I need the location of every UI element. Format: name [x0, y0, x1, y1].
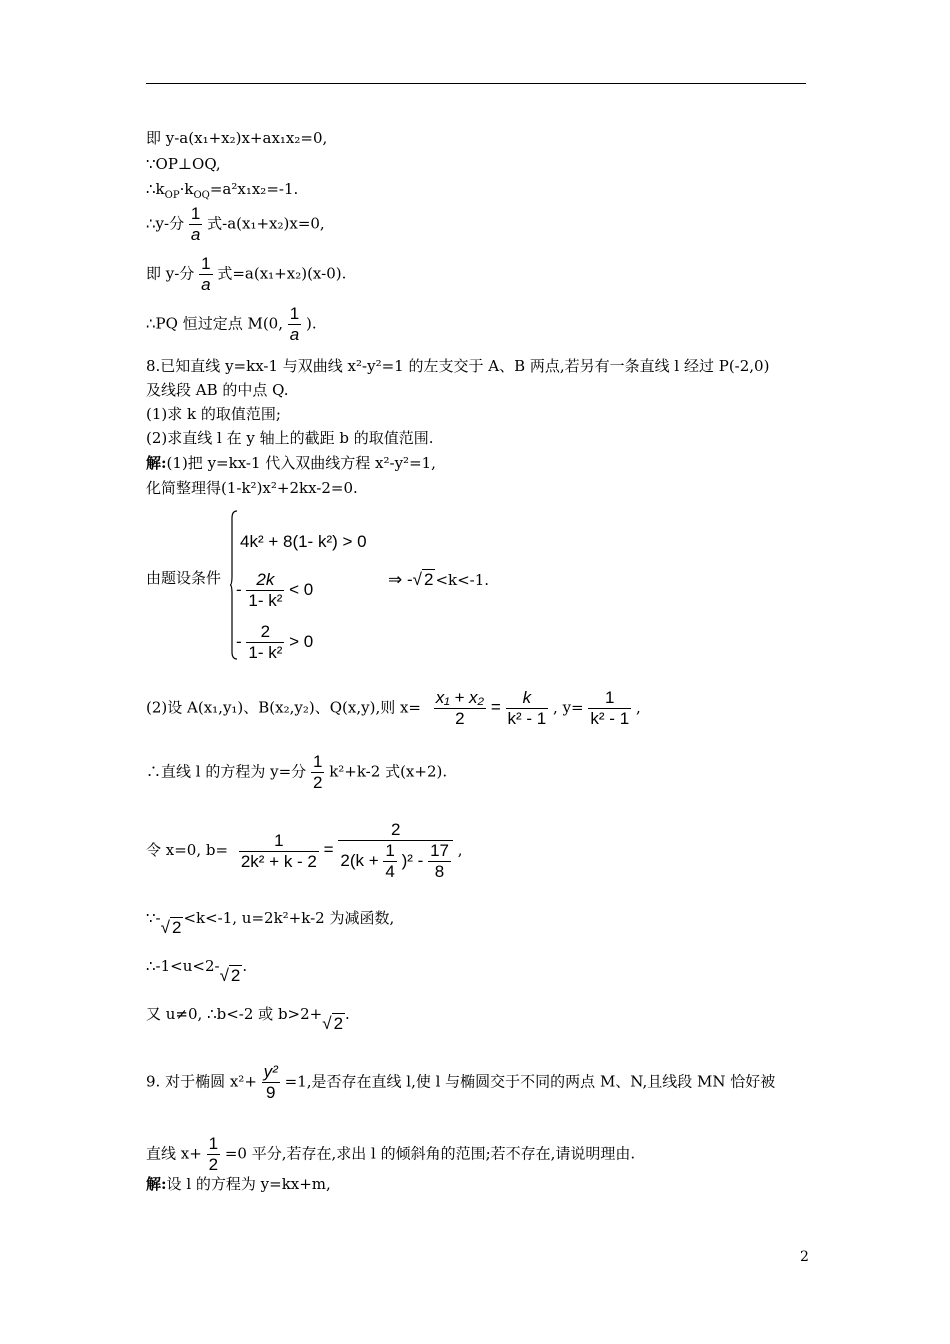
- fraction-1-over-a: $\frac{1}{a}$: [201, 254, 211, 294]
- sqrt-2: √ 2: [412, 570, 434, 589]
- fraction: $\frac{k}{\text{k² - 1}}$: [507, 688, 547, 728]
- since-line: ∵-√ 2 <k<-1, u=2k²+k-2 为减函数,: [146, 909, 395, 937]
- line-2: ∵OP⊥OQ,: [146, 155, 221, 173]
- sqrt-2: √ 2: [322, 1014, 344, 1033]
- intercept-b-line: 令 x=0, b= $\frac{1}{\text{2k² + k - 2}}$ = 2 2(k + $\frac{1}{4}$ )² - $\frac{17}{8}$ ,: [146, 820, 463, 881]
- line-3: $\therefore k_{OP}\cdot k_{OQ}=a^2x_1x_2=-1$.: [146, 180, 299, 201]
- problem-8-line-2: 及线段 AB 的中点 Q.: [146, 381, 289, 399]
- sqrt-2: √ 2: [160, 918, 182, 937]
- line-1: 即 y-a(x₁+x₂)x+ax₁x₂=0,: [146, 129, 328, 147]
- fraction-1-over-a: $\frac{1}{a}$: [289, 304, 300, 344]
- fraction: 2 2(k + $\frac{1}{4}$ )² - $\frac{17}{8}$: [338, 820, 453, 882]
- fraction: $\frac{2k}{\text{1- k²}}$: [248, 570, 283, 610]
- fraction: $\frac{\text{x₁ + x₂}}{2}$: [435, 688, 485, 728]
- fraction-1-over-a: $\frac{1}{a}$: [190, 204, 201, 244]
- fraction: $\frac{2}{\text{1- k²}}$: [248, 622, 283, 662]
- solution-line-1: 解:(1)把 y=kx-1 代入双曲线方程 x²-y²=1,: [146, 454, 436, 472]
- u-range-line: ∴-1<u<2-√ 2 .: [146, 957, 248, 985]
- fraction: $\frac{1}{\text{2k² + k - 2}}$: [240, 830, 317, 871]
- fraction-quarter: $\frac{1}{4}$: [385, 841, 395, 881]
- system-eq-2: - $\frac{2k}{\text{1- k²}}$ < 0: [236, 570, 314, 610]
- problem-8-line-1: 8.已知直线 y=kx-1 与双曲线 x²-y²=1 的左支交于 A、B 两点,若另有一条直线 l 经过 P(-2,0): [146, 357, 770, 375]
- fraction-one-half: $\frac{1}{2}$: [312, 752, 323, 792]
- line-6: ∴PQ 恒过定点 M(0, $\frac{1}{a}$ ).: [146, 304, 317, 344]
- problem-9-line-2: 直线 x+ $\frac{1}{2}$ =0 平分,若存在,求出 l 的倾斜角的范围;若不存在,请说明理由.: [146, 1134, 636, 1174]
- fraction-y2-over-9: $\frac{\text{y²}}{9}$: [263, 1062, 278, 1102]
- solution-line-2: 化简整理得(1-k²)x²+2kx-2=0.: [146, 479, 358, 497]
- problem-8-part-2: (2)求直线 l 在 y 轴上的截距 b 的取值范围.: [146, 429, 434, 447]
- fraction-one-half: $\frac{1}{2}$: [208, 1134, 219, 1174]
- implies-result: ⇒ -√ 2 <k<-1.: [388, 570, 490, 589]
- line-4: ∴y-分 $\frac{1}{a}$ 式-a(x₁+x₂)x=0,: [146, 204, 325, 244]
- header-rule: [146, 83, 806, 84]
- problem-8-part-1: (1)求 k 的取值范围;: [146, 405, 281, 423]
- fraction: $\frac{1}{\text{k² - 1}}$: [590, 688, 630, 728]
- solution-2-line: 解:设 l 的方程为 y=kx+m,: [146, 1175, 331, 1193]
- condition-label: 由题设条件: [146, 569, 222, 587]
- line-5: 即 y-分 $\frac{1}{a}$ 式=a(x₁+x₂)(x-0).: [146, 254, 347, 294]
- part-2-line: (2)设 A(x₁,y₁)、B(x₂,y₂)、Q(x,y),则 x= $\frac{\text{x₁ + x₂}}{2}$ = $\frac{k}{\text{k² - 1}}$ , y= $\frac{1}{\text{k² - 1}}$ ,: [146, 688, 641, 728]
- fraction-17-8: $\frac{17}{8}$: [430, 841, 449, 881]
- system-eq-1: 4k² + 8(1- k²) > 0: [240, 532, 367, 551]
- sqrt-2: √ 2: [219, 966, 241, 985]
- b-range-line: 又 u≠0, ∴b<-2 或 b>2+√ 2 .: [146, 1005, 350, 1033]
- line-equation: ∴直线 l 的方程为 y=分 $\frac{1}{2}$ k²+k-2 式(x+2).: [146, 752, 448, 792]
- page-number: 2: [800, 1249, 809, 1265]
- system-eq-3: - $\frac{2}{\text{1- k²}}$ > 0: [236, 622, 314, 662]
- problem-9-line-1: 9. 对于椭圆 x²+ $\frac{\text{y²}}{9}$ =1,是否存在直线 l,使 l 与椭圆交于不同的两点 M、N,且线段 MN 恰好被: [146, 1062, 776, 1102]
